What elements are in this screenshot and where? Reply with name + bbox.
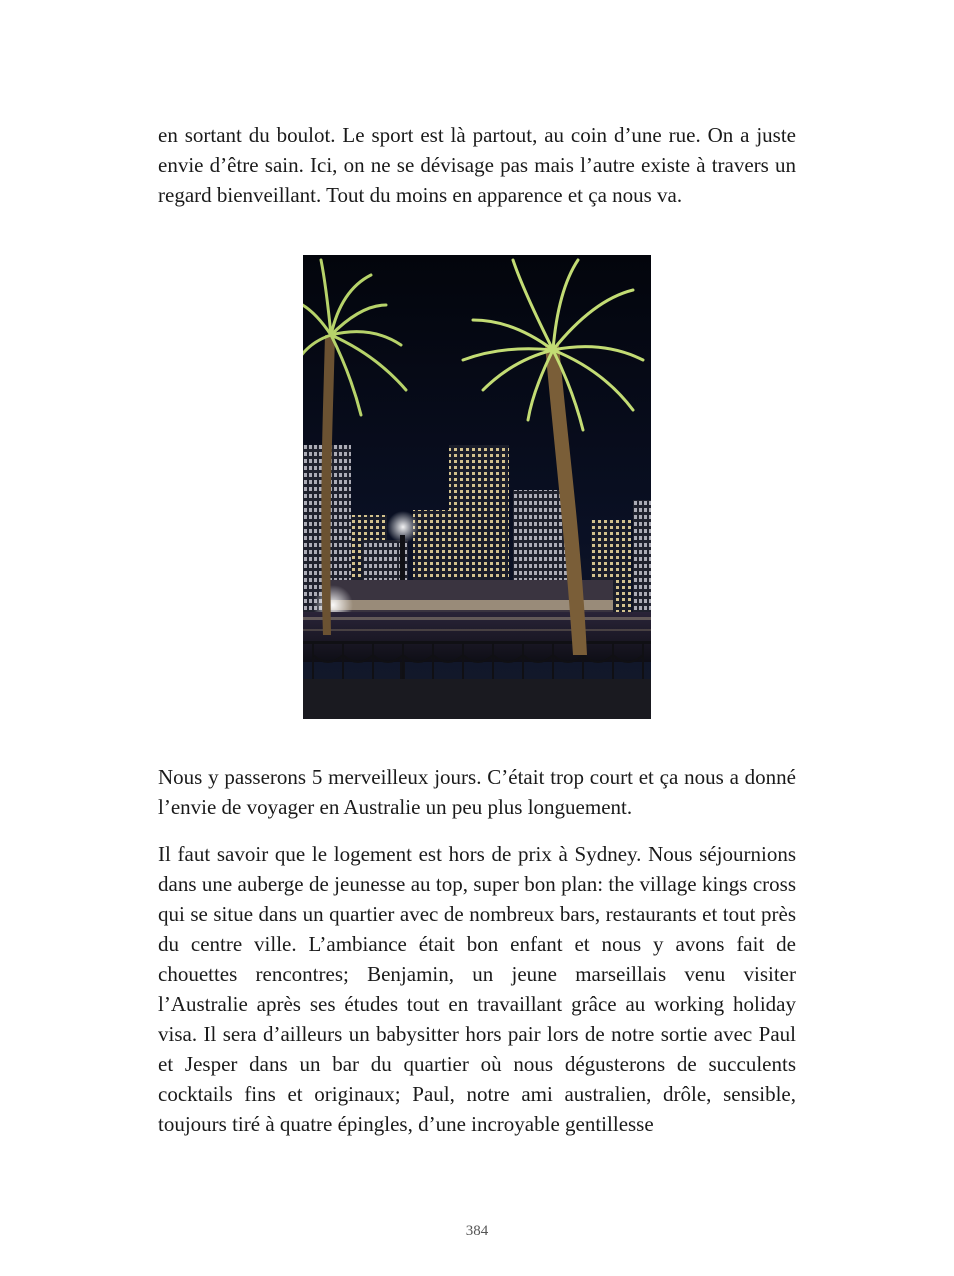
paragraph-1: en sortant du boulot. Le sport est là partout, au coin d’une rue. On a juste envie d’être sain. Ici, on ne se dévisage pas mais l’autre existe à travers un regard bienveillant. Tout du moins en apparence et ça nous va. [158, 123, 796, 207]
photo-sydney-night-palms [303, 255, 651, 719]
page-number: 384 [465, 1223, 489, 1239]
paragraph-2: Nous y passerons 5 merveilleux jours. C’était trop court et ça nous a donné l’envie de voyager en Australie un peu plus longuement. [158, 765, 796, 819]
paragraph-3: Il faut savoir que le logement est hors de prix à Sydney. Nous séjournions dans une auberge de jeunesse au top, super bon plan: the village kings cross qui se situe dans un quartier avec de nombreux bars, restaurants et tout près du centre ville. L’ambiance était bon enfant et nous y avons fait de chouettes rencontres; Benjamin, un jeune marseillais venu visiter l’Australie après ses études tout en travaillant grâce au working holiday visa. Il sera d’ailleurs un babysitter hors pair lors de notre sortie avec Paul et Jesper dans un bar du quartier où nous dégusterons de succulents cocktails fins et originaux; Paul, notre ami australien, drôle, sensible, toujours tiré à quatre épingles, d’une incroyable gentillesse [158, 842, 796, 1136]
